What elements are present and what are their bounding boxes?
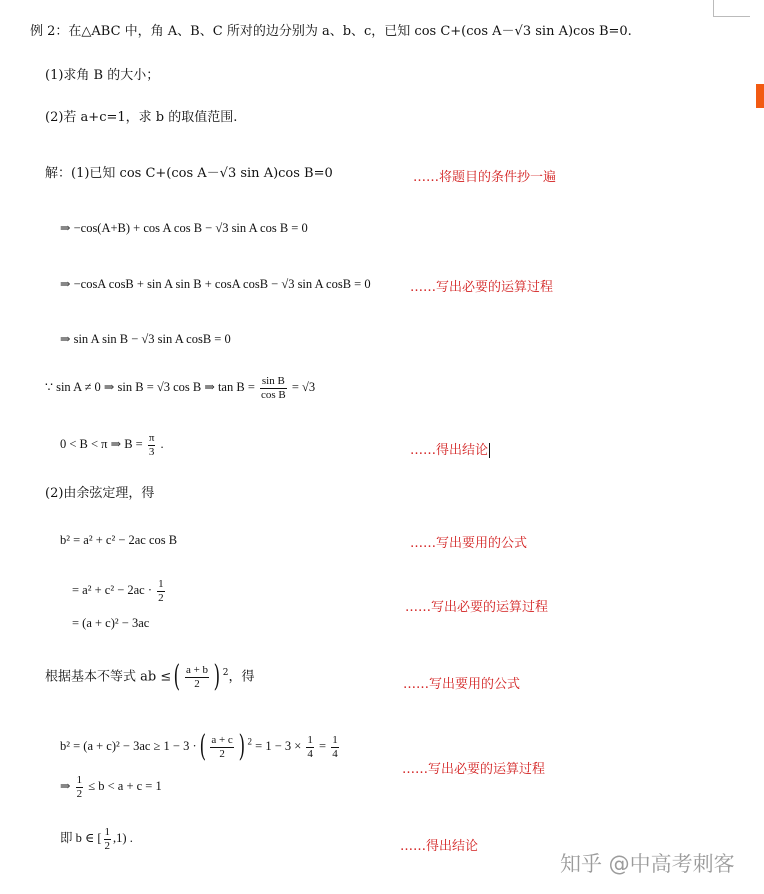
question-2: (2)若 a+c=1，求 b 的取值范围. (45, 110, 238, 125)
solution-line-3: ⇒ −cosA cosB + sin A sin B + cosA cosB − √3 sin A cosB = 0 (60, 277, 371, 291)
note-formula-1: ……写出要用的公式 (410, 536, 528, 551)
line-13-end: ,1) . (113, 831, 133, 846)
solution-line-12 (60, 774, 162, 800)
fraction-numerator: 1 (76, 774, 83, 786)
fraction-denominator: 2 (76, 787, 83, 800)
note-process-3: ……写出必要的运算过程 (402, 762, 546, 777)
line-10-end: ，得 (228, 669, 255, 685)
note-conclusion-1-text: ……得出结论 (410, 443, 489, 458)
watermark: 知乎 @中高考刺客 (560, 852, 735, 876)
problem-intro: 例 2：在△ABC 中，角 A、B、C 所对的边分别为 a、b、c，已知 cos C+(cos A－√3 sin A)cos B=0. (30, 24, 632, 39)
fraction-numerator: 1 (158, 578, 164, 590)
fraction-numerator: 1 (307, 733, 313, 746)
fraction-numerator: 1 (104, 826, 111, 838)
fraction-numerator: π (148, 432, 155, 444)
solution-line-11 (60, 729, 341, 764)
note-conclusion-1 (410, 439, 490, 458)
fraction-numerator: 1 (332, 733, 338, 746)
fraction-mean (185, 664, 209, 690)
solution-line-4: ⇒ sin A sin B − √3 sin A cosB = 0 (60, 332, 231, 346)
fraction-denominator: 2 (219, 747, 225, 760)
fraction-numerator: a + b (185, 663, 209, 676)
solution-line-7: b² = a² + c² − 2ac cos B (60, 533, 178, 547)
solution-line-13 (60, 826, 133, 852)
solution-line-9: = (a + c)² − 3ac (72, 616, 150, 630)
line-12-arrow: ⇒ (60, 779, 71, 794)
line-11-eq: = (319, 738, 327, 753)
note-process-2: ……写出必要的运算过程 (405, 600, 549, 615)
text-cursor (489, 443, 490, 458)
right-paren: ) (238, 729, 245, 764)
note-copy-condition: ……将题目的条件抄一遍 (413, 170, 557, 185)
fraction-denominator: 2 (194, 677, 200, 690)
edge-marker (756, 84, 764, 108)
part-2-heading: (2)由余弦定理，得 (45, 486, 155, 501)
line-11-mid: = 1 − 3 × (255, 738, 302, 753)
fraction-denominator: 4 (307, 747, 313, 760)
fraction-b-value (148, 432, 156, 458)
solution-line-6 (60, 432, 164, 458)
fraction-range-start (104, 826, 112, 852)
line-5-text: ∵ sin A ≠ 0 ⇒ sin B = √3 cos B ⇒ tan B = (45, 380, 255, 395)
solution-line-1: 解：(1)已知 cos C+(cos A－√3 sin A)cos B=0 (45, 166, 333, 181)
fraction-mean-ac (210, 734, 233, 760)
line-13-text: 即 b ∈ [ (60, 831, 102, 846)
left-paren: ( (199, 729, 206, 764)
solution-line-8 (72, 578, 167, 604)
fraction-denominator: 3 (148, 445, 155, 458)
page-corner-mark (713, 0, 750, 17)
fraction-half-bound (76, 774, 84, 800)
right-paren: ) (213, 659, 221, 694)
exponent: 2 (247, 736, 253, 747)
fraction-half (157, 578, 165, 604)
line-11-text: b² = (a + c)² − 3ac ≥ 1 − 3 · (60, 738, 197, 753)
fraction-quarter (306, 734, 314, 760)
question-1: (1)求角 B 的大小； (45, 68, 160, 83)
left-paren: ( (173, 659, 181, 694)
fraction-quarter-result (331, 734, 339, 760)
fraction-denominator: 4 (332, 747, 338, 760)
fraction-tan (260, 375, 287, 401)
fraction-denominator: 2 (104, 839, 111, 852)
exponent: 2 (222, 668, 229, 679)
line-10-text: 根据基本不等式 ab ≤ (45, 669, 172, 685)
note-process-1: ……写出必要的运算过程 (410, 280, 554, 295)
fraction-numerator: sin B (261, 375, 285, 387)
line-5-result: = √3 (291, 380, 316, 395)
solution-line-10 (45, 659, 255, 694)
solution-line-2: ⇒ −cos(A+B) + cos A cos B − √3 sin A cos B = 0 (60, 221, 308, 235)
fraction-numerator: a + c (211, 733, 233, 746)
fraction-denominator: 2 (158, 591, 164, 604)
line-8-text: = a² + c² − 2ac · (72, 583, 152, 598)
line-6-end: . (160, 437, 164, 452)
note-conclusion-2: ……得出结论 (400, 839, 479, 854)
line-6-text: 0 < B < π ⇒ B = (60, 437, 143, 452)
line-12-text: ≤ b < a + c = 1 (88, 779, 162, 794)
solution-line-5 (45, 375, 315, 401)
fraction-denominator: cos B (261, 388, 286, 401)
note-formula-2: ……写出要用的公式 (403, 677, 521, 692)
